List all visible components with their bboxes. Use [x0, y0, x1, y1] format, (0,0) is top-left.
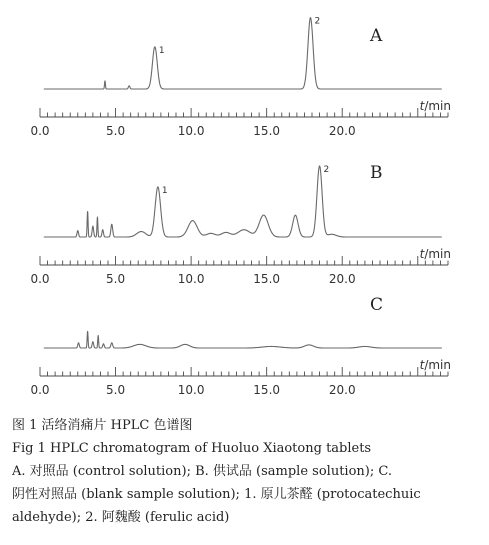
x-tick-label: 5.0	[106, 383, 126, 397]
peak-label-1: 1	[161, 185, 168, 196]
peak-label-2: 2	[323, 164, 330, 175]
panel-label-b: B	[370, 163, 383, 183]
x-tick-label: 15.0	[253, 272, 281, 286]
x-tick-label: 10.0	[177, 383, 205, 397]
x-tick-label: 10.0	[177, 124, 205, 138]
trace-c	[44, 331, 442, 348]
caption-legend-line-2: 阴性对照品 (blank sample solution); 1. 原儿茶醛 (protocatechuic	[12, 487, 421, 502]
x-axis-unit-label: t/min	[419, 247, 451, 261]
caption-legend-line-3: aldehyde); 2. 阿魏酸 (ferulic acid)	[12, 510, 230, 525]
x-tick-label: 5.0	[106, 272, 126, 286]
peak-label-1: 1	[158, 45, 165, 56]
x-axis-unit-label: t/min	[419, 99, 451, 113]
x-tick-label: 20.0	[328, 124, 356, 138]
x-tick-label: 20.0	[328, 383, 356, 397]
x-axis-unit-label: t/min	[419, 358, 451, 372]
x-tick-label: 0.0	[30, 272, 50, 286]
x-tick-label: 20.0	[328, 272, 356, 286]
caption-legend-line-1: A. 对照品 (control solution); B. 供试品 (sample solution); C.	[12, 464, 392, 479]
panel-label-c: C	[370, 295, 384, 315]
figure-caption-chinese: 图 1 活络消痛片 HPLC 色谱图	[12, 418, 193, 433]
figure-caption-english: Fig 1 HPLC chromatogram of Huoluo Xiaotong tablets	[12, 441, 372, 456]
x-tick-label: 5.0	[106, 124, 126, 138]
peak-label-2: 2	[314, 16, 321, 27]
x-tick-label: 0.0	[30, 124, 50, 138]
x-tick-label: 10.0	[177, 272, 205, 286]
x-tick-label: 0.0	[30, 383, 50, 397]
x-tick-label: 15.0	[253, 383, 281, 397]
x-tick-label: 15.0	[253, 124, 281, 138]
panel-label-a: A	[370, 26, 383, 46]
